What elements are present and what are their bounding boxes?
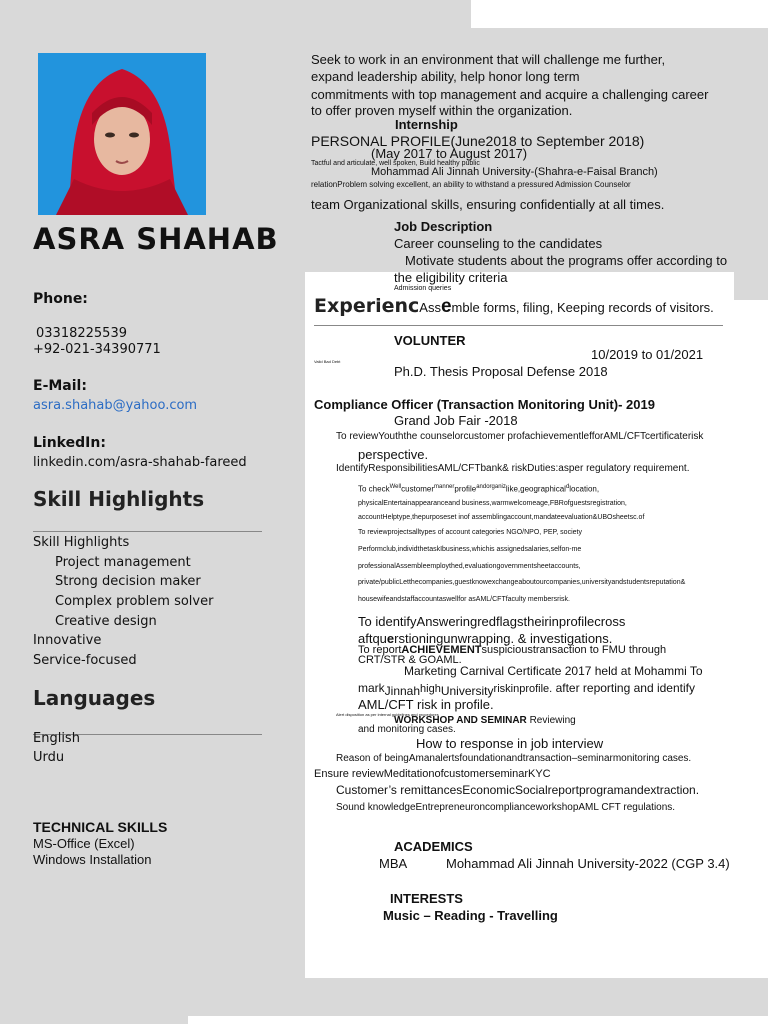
report-text: suspicioustransaction to FMU through <box>481 644 667 656</box>
mark-text: high <box>420 683 441 695</box>
profile-photo <box>38 53 206 215</box>
job-description-item: the eligibility criteria <box>394 270 508 285</box>
compliance-officer-title: Compliance Officer (Transaction Monitoring Unit)- 2019 <box>314 397 655 412</box>
check-text: like,geographical <box>505 484 566 494</box>
objective-line: expand leadership ability, help honor long term <box>311 69 580 84</box>
phone-number-1: 03318225539 <box>36 326 127 341</box>
experience-detail: To reviewprojectsalltypes of account categories NGO/NPO, PEP, society <box>358 529 582 536</box>
experience-heading-row <box>314 295 714 318</box>
skill-item: Service-focused <box>33 653 137 668</box>
workshop-text: Reviewing <box>529 715 576 726</box>
skill-item: Project management <box>55 555 191 570</box>
right-block-background <box>734 34 768 300</box>
internship-organization: Mohammad Ali Jinnah University-(Shahra-e-Faisal Branch) <box>371 166 658 178</box>
assemble-large-letter: e <box>440 296 452 317</box>
candidate-name: ASRA SHAHAB <box>33 222 279 256</box>
experience-detail: To reviewYouththe counselorcustomer profachievementlefforAML/CFTcertificaterisk <box>336 431 704 442</box>
objective-line: to offer proven myself within the organization. <box>311 103 573 118</box>
team-skills-line: team Organizational skills, ensuring confidentially at all times. <box>311 197 665 212</box>
phd-defense-line: Ph.D. Thesis Proposal Defense 2018 <box>394 364 608 379</box>
assemble-prefix: Ass <box>419 300 441 315</box>
workshop-heading: WORKSHOP AND SEMINAR <box>394 715 527 726</box>
technical-skills-heading: TECHNICAL SKILLS <box>33 819 168 835</box>
experience-detail: Performclub,individthetaskIbusiness,whichis assignedsalaries,selfon-me <box>358 546 582 553</box>
experience-divider <box>314 325 723 326</box>
check-customer-line <box>358 484 599 494</box>
volunteer-heading: VOLUNTER <box>394 333 466 348</box>
email-label: E-Mail: <box>33 378 87 394</box>
check-text: customer <box>401 484 435 494</box>
experience-detail: Customer’s remittancesEconomicSocialreportprogramandextraction. <box>336 783 700 797</box>
objective-line: Seek to work in an environment that will challenge me further, <box>311 52 666 67</box>
technical-item: Windows Installation <box>33 852 152 867</box>
internship-dates: (May 2017 to August 2017) <box>371 146 528 161</box>
experience-detail: professionalAssembleemploythed,evaluationgovernmentsheetaccounts, <box>358 563 581 570</box>
job-description-item: Motivate students about the programs offer according to <box>405 253 728 268</box>
experience-detail: housewifeandstaffaccountaswellfor asAML/CFTfaculty membersrisk. <box>358 596 570 603</box>
academics-heading: ACADEMICS <box>394 839 473 854</box>
superscript-text: manner <box>434 484 455 490</box>
tiny-label: Valid Bad Debt <box>314 359 341 364</box>
report-text: To report <box>358 644 402 656</box>
skill-item: Innovative <box>33 633 102 648</box>
profile-photo-image <box>38 53 206 215</box>
skill-item: Complex problem solver <box>55 594 214 609</box>
mark-row <box>358 681 695 698</box>
mark-text: riskinprofile. <box>493 683 553 695</box>
skill-highlights-heading: Skill Highlights <box>33 487 205 511</box>
aftqu-text: aftqu <box>358 631 387 646</box>
assemble-text: mble forms, filing, Keeping records of visitors. <box>451 300 714 315</box>
experience-detail: Reason of beingAmanalertsfoundationandtransaction–seminarmonitoring cases. <box>336 753 692 764</box>
check-text: profile <box>454 484 477 494</box>
mark-text: after reporting and identify <box>555 681 695 695</box>
job-fair-line: Grand Job Fair -2018 <box>394 413 518 428</box>
linkedin-label: LinkedIn: <box>33 435 106 451</box>
job-description-item: Career counseling to the candidates <box>394 236 603 251</box>
language-item: Urdu <box>33 750 65 765</box>
workshop-item: How to response in job interview <box>416 736 604 751</box>
check-text: location, <box>569 484 600 494</box>
aftqu-text: rstioningunwrapping. & investigations. <box>394 631 613 646</box>
language-item: English <box>33 731 80 746</box>
experience-detail: and monitoring cases. <box>358 724 456 735</box>
skill-item: Creative design <box>55 614 157 629</box>
linkedin-url: linkedin.com/asra-shahab-fareed <box>33 455 247 470</box>
interests-heading: INTERESTS <box>390 891 463 906</box>
experience-detail: private/publicLetthecompanies,guestknowexchangeaboutourcompanies,universityandstudentsreputation& <box>358 579 686 586</box>
experience-detail: physicalEntertainappearanceand business,warmwelcomeage,FBRofguestsregistration, <box>358 500 627 507</box>
superscript-text: andorganiz <box>476 484 506 490</box>
experience-date-range: 10/2019 to 01/2021 <box>591 347 704 362</box>
job-description-item: Admission queries <box>394 285 452 292</box>
skills-divider <box>33 531 262 532</box>
skill-item: Skill Highlights <box>33 535 130 550</box>
academic-degree: MBA <box>379 856 408 871</box>
experience-detail: accountHelptype,thepurposeset inof assemblingaccount,mandateevaluation&UBOsheetsc.of <box>358 514 645 521</box>
skill-item: Strong decision maker <box>55 574 201 589</box>
languages-heading: Languages <box>33 686 156 710</box>
phone-label: Phone: <box>33 291 88 307</box>
experience-detail: Ensure reviewMeditationofcustomerseminarKYC <box>314 768 551 780</box>
email-link[interactable]: asra.shahab@yahoo.com <box>33 398 198 413</box>
interests-list: Music – Reading - Travelling <box>383 908 558 923</box>
job-description-heading: Job Description <box>394 219 493 234</box>
experience-detail: perspective. <box>358 447 429 462</box>
superscript-text: d <box>565 484 570 490</box>
marketing-certificate: Marketing Carnival Certificate 2017 held at Mohammi To <box>404 664 703 678</box>
superscript-text: Well <box>389 484 402 490</box>
objective-line: commitments with top management and acquire a challenging career <box>311 87 709 102</box>
bottom-white-strip <box>188 1016 768 1024</box>
profile-small-text: Tactful and articulate, well spoken, Build healthy public <box>311 160 480 167</box>
personal-profile-line: PERSONAL PROFILE(June2018 to September 2018) <box>311 133 645 149</box>
experience-detail: AML/CFT risk in profile. <box>358 697 494 712</box>
experience-heading: Experienc <box>314 295 420 317</box>
technical-item: MS-Office (Excel) <box>33 836 135 851</box>
alert-disposition-note: Alert disposition as per internal guidelines and procedures <box>336 712 439 717</box>
profile-small-text: relationProblem solving excellent, an ability to withstand a pressured Admission Counselor <box>311 180 631 189</box>
internship-heading: Internship <box>395 117 458 132</box>
experience-detail: Sound knowledgeEntrepreneuroncomplianceworkshopAML CFT regulations. <box>336 802 676 813</box>
experience-detail: IdentifyResponsibilitiesAML/CFTbank& riskDuties:asper regulatory requirement. <box>336 463 690 474</box>
mark-text: University <box>440 684 494 698</box>
top-strip-background <box>0 0 471 28</box>
experience-detail: To identifyAnsweringredflagstheirinprofilecross <box>358 614 626 629</box>
achievement-heading: ACHIEVEMENT <box>401 644 482 656</box>
check-text: To check <box>358 484 390 494</box>
academic-detail: Mohammad Ali Jinnah University-2022 (CGP 3.4) <box>446 856 730 871</box>
aftqu-text: e <box>386 631 395 646</box>
experience-detail: CRT/STR & GOAML. <box>358 654 462 666</box>
mark-text: mark <box>358 681 385 695</box>
phone-number-2: +92-021-34390771 <box>33 342 161 357</box>
mark-text: Jinnah <box>384 684 421 698</box>
